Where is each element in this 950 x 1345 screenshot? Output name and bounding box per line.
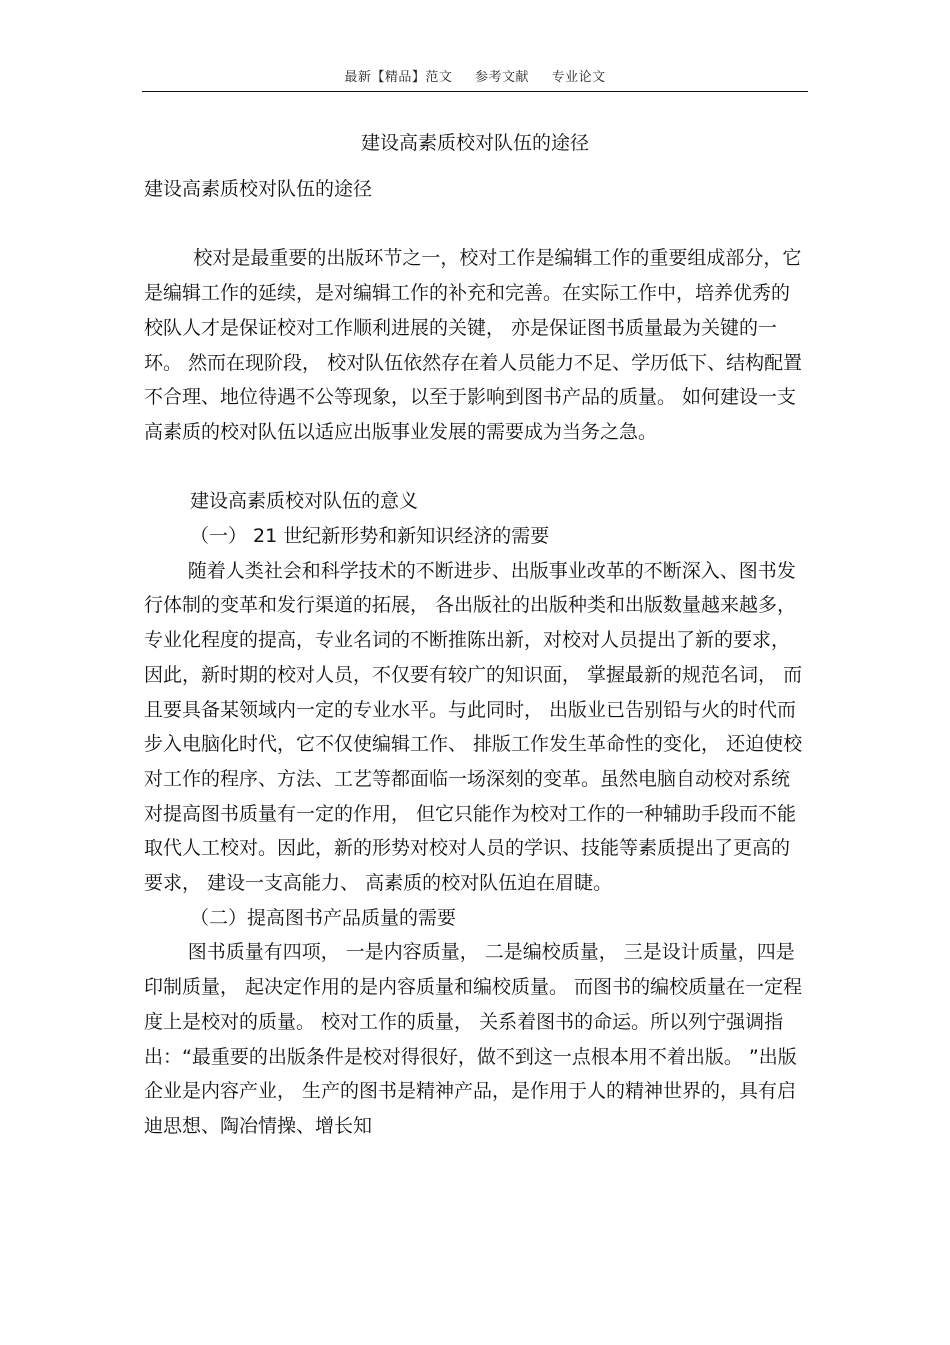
document-title: 建设高素质校对队伍的途径 (360, 132, 589, 154)
page-header (0, 66, 950, 85)
header-divider (142, 91, 808, 92)
subsection-2-heading: （二）提高图书产品质量的需要 (190, 906, 457, 929)
document-body (144, 172, 808, 1144)
header-item-papers: 专业论文 (551, 70, 606, 85)
subsection-1-heading: （一） 21 世纪新形势和新知识经济的需要 (190, 525, 550, 547)
subsection-1-paragraph: 随着人类社会和科学技术的不断进步、出版事业改革的不断深入、图书发行体制的变革和发行渠道的拓展， 各出版社的出版种类和出版数量越来越多，专业化程度的提高，专业名词的不断推陈出新，对校对人员提出了新的要求，因此，新时期的校对人员，不仅要有较广的知识面， 掌握最新的规范名词， 而且要具备某领域内一定的专业水平。与此同时， 出版业已告别铅与火的时代而步入电脑化时代，它不仅使编辑工作、 排版工作发生革命性的变化， 还迫使校对工作的程序、方法、工艺等都面临一场深刻的变革。虽然电脑自动校对系统对提高图书质量有一定的作用， 但它只能作为校对工作的一种辅助手段而不能取代人工校对。因此，新的形势对校对人员的学识、技能等素质提出了更高的要求， 建设一支高能力、 高素质的校对队伍迫在眉睫。 (144, 559, 803, 895)
header-item-references: 参考文献 (474, 70, 529, 85)
subsection-2-paragraph: 图书质量有四项， 一是内容质量， 二是编校质量， 三是设计质量，四是印制质量， 起决定作用的是内容质量和编校质量。 而图书的编校质量在一定程度上是校对的质量。 校对工作的质量， 关系着图书的命运。所以列宁强调指出：“最重要的出版条件是校对得很好，做不到这一点根本用不着出版。 ”出版企业是内容产业， 生产的图书是精神产品，是作用于人的精神世界的，具有启迪思想、陶冶情操、增长知 (144, 941, 803, 1137)
document-subtitle: 建设高素质校对队伍的途径 (144, 178, 373, 200)
paragraph-gap (144, 450, 808, 485)
section-heading: 建设高素质校对队伍的意义 (190, 490, 419, 513)
intro-paragraph: 校对是最重要的出版环节之一，校对工作是编辑工作的重要组成部分，它是编辑工作的延续，是对编辑工作的补充和完善。在实际工作中，培养优秀的校队人才是保证校对工作顺利进展的关键， 亦是保证图书质量最为关键的一环。 然而在现阶段， 校对队伍依然存在着人员能力不足、学历低下、结构配置不合理、地位待遇不公等现象，以至于影响到图书产品的质量。 如何建设一支高素质的校对队伍以适应出版事业发展的需要成为当务之急。 (144, 247, 803, 443)
header-item-essay: 最新【精品】范文 (344, 70, 453, 85)
